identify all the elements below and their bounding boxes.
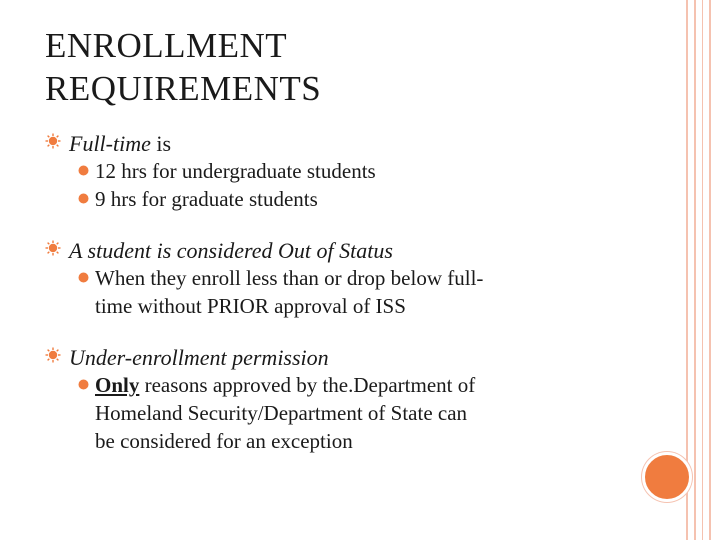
sub-bullet-line-1: When they enroll less than or drop below full- bbox=[95, 266, 484, 290]
orange-sunburst-icon bbox=[45, 133, 61, 149]
sub-bullet-text: 12 hrs for undergraduate students bbox=[95, 159, 376, 183]
bullet-out-of-status bbox=[45, 237, 635, 320]
bullet-lead: Full-time bbox=[69, 131, 151, 156]
bullet-list bbox=[45, 130, 635, 455]
title-line-2: REQUIREMENTS bbox=[45, 69, 322, 108]
decorative-circle-icon bbox=[642, 452, 692, 502]
decorative-line bbox=[709, 0, 711, 540]
sub-bullet-line-3: be considered for an exception bbox=[95, 429, 353, 453]
sub-bullet-line-2: Homeland Security/Department of State can bbox=[95, 401, 468, 425]
decorative-line bbox=[694, 0, 696, 540]
orange-sunburst-icon bbox=[45, 240, 61, 256]
orange-circle-icon bbox=[78, 193, 89, 204]
orange-sunburst-icon bbox=[45, 347, 61, 363]
decorative-line bbox=[702, 0, 703, 540]
bullet-lead: A student is considered Out of Status bbox=[69, 238, 393, 263]
bullet-lead: Under-enrollment permission bbox=[69, 345, 329, 370]
sub-bullet bbox=[45, 371, 635, 455]
orange-circle-icon bbox=[78, 379, 89, 390]
orange-circle-icon bbox=[78, 165, 89, 176]
sub-bullet-line-2: time without PRIOR approval of ISS bbox=[95, 294, 406, 318]
bullet-full-time bbox=[45, 130, 635, 213]
sub-bullet bbox=[45, 157, 635, 185]
emphasis-only: Only bbox=[95, 373, 140, 397]
title-line-1: ENROLLMENT bbox=[45, 26, 288, 65]
sub-bullet-line-1: reasons approved by the.Department of bbox=[139, 373, 476, 397]
bullet-rest: is bbox=[150, 131, 172, 156]
slide-title bbox=[45, 24, 645, 110]
orange-circle-icon bbox=[78, 272, 89, 283]
bullet-under-enrollment bbox=[45, 344, 635, 455]
sub-bullet bbox=[45, 185, 635, 213]
decorative-line bbox=[686, 0, 688, 540]
sub-bullet bbox=[45, 264, 635, 320]
sub-bullet-text: 9 hrs for graduate students bbox=[95, 187, 318, 211]
